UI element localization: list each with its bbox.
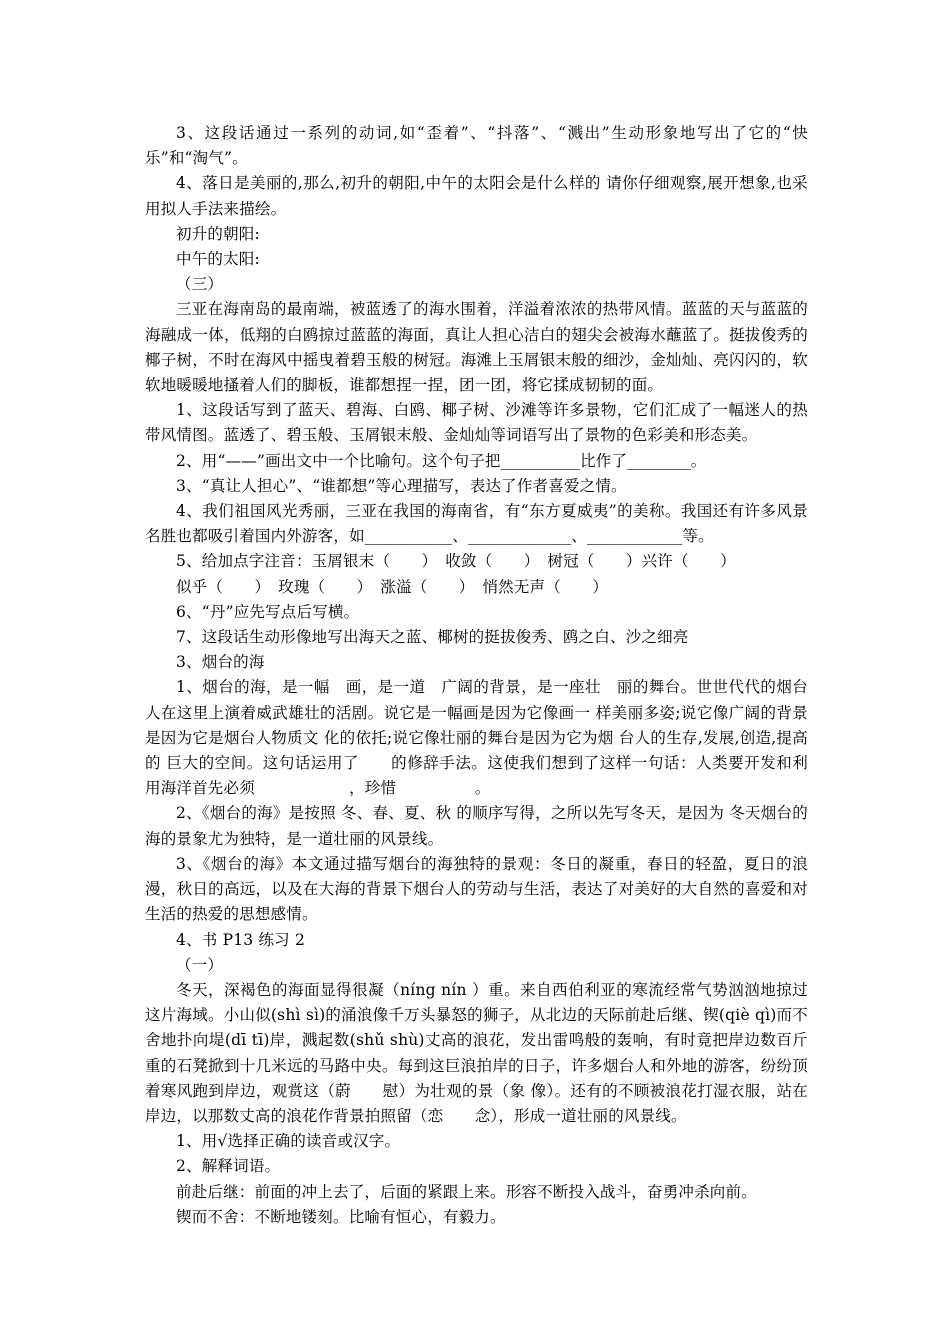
winter-sea-passage: 冬天，深褐色的海面显得很凝（níng nín ）重。来自西伯利亚的寒流经常气势汹汹地掠过这片海域。小山似(shì sì)的涌浪像千万头暴怒的狮子，从北边的天际前赴后继、锲(qiè qì)而不舍地扑向堤(dī tī)岸，溅起数(shǔ shù)丈高的浪花，发出雷鸣般的轰响，有时竟把岸边数百斤重的石凳掀到十几米远的马路中央。每到这巨浪拍岸的日子，许多烟台人和外地的游客，纷纷顶着寒风跑到岸边，观赏这（蔚 慰）为壮观的景（象 像）。还有的不顾被浪花打湿衣服，站在岸边，以那数丈高的浪花作背景拍照留（恋 念），形成一道壮丽的风景线。 <box>145 980 808 1125</box>
yantai-question-2: 2、《烟台的海》是按照 冬、春、夏、秋 的顺序写得，之所以先写冬天，是因为 冬天烟台的海的景象尤为独特，是一道壮丽的风景线。 <box>145 804 808 848</box>
definition-qianfuhouji: 前赴后继：前面的冲上去了，后面的紧跟上来。形容不断投入战斗，奋勇冲杀向前。 <box>176 1182 757 1201</box>
exercise-question-1: 1、用√选择正确的读音或汉字。 <box>176 1132 401 1151</box>
section-heading-3: （三） <box>176 275 224 294</box>
sanya-question-5-cont: 似乎（ ） 玫瑰（ ） 涨溢（ ） 悄然无声（ ） <box>176 577 609 596</box>
sanya-question-5: 5、给加点字注音：玉屑银末（ ） 收敛（ ） 树冠（ ）兴许（ ） <box>176 552 736 571</box>
noon-sun-prompt: 中午的太阳: <box>176 250 260 269</box>
sanya-passage: 三亚在海南岛的最南端，被蓝透了的海水围着，洋溢着浓浓的热带风情。蓝蓝的天与蓝蓝的海融成一体，低翔的白鸥掠过蓝蓝的海面，真让人担心洁白的翅尖会被海水蘸蓝了。挺拔俊秀的椰子树，不时在海风中摇曳着碧玉般的树冠。海滩上玉屑银末般的细沙，金灿灿、亮闪闪的，软软地暖暖地搔着人们的脚板，谁都想捏一捏，团一团，将它揉成韧韧的面。 <box>145 300 808 395</box>
sanya-question-1: 1、这段话写到了蓝天、碧海、白鸥、椰子树、沙滩等许多景物，它们汇成了一幅迷人的热带风情图。蓝透了、碧玉般、玉屑银末般、金灿灿等词语写出了景物的色彩美和形态美。 <box>145 401 808 445</box>
definition-qieerbushe: 锲而不舍：不断地镂刻。比喻有恒心，有毅力。 <box>176 1207 506 1226</box>
rising-sun-prompt: 初升的朝阳: <box>176 224 260 243</box>
yantai-heading: 3、烟台的海 <box>176 653 265 672</box>
section-heading-1: （一） <box>176 955 224 974</box>
question-4-sun: 4、落日是美丽的,那么,初升的朝阳,中午的太阳会是什么样的 请你仔细观察,展开想象,也采用拟人手法来描绘。 <box>145 174 808 218</box>
question-3-verbs: 3、这段话通过一系列的动词,如“歪着”、“抖落”、“溅出”生动形象地写出了它的“快乐”和“淘气”。 <box>145 124 808 168</box>
sanya-question-7: 7、这段话生动形像地写出海天之蓝、椰树的挺拔俊秀、鸥之白、沙之细亮 <box>176 628 689 647</box>
sanya-question-3: 3、“真让人担心”、“谁都想”等心理描写，表达了作者喜爱之情。 <box>176 476 627 495</box>
exercise-question-2: 2、解释词语。 <box>176 1157 281 1176</box>
sanya-question-2: 2、用“——”画出文中一个比喻句。这个句子把__________比作了________。 <box>176 451 707 470</box>
document-page <box>145 121 808 1230</box>
book-exercise-heading: 4、书 P13 练习 2 <box>176 930 306 949</box>
sanya-question-6: 6、“丹”应先写点后写横。 <box>176 602 360 621</box>
yantai-question-1: 1、烟台的海，是一幅 画，是一道 广阔的背景，是一座壮 丽的舞台。世世代代的烟台人在这里上演着威武雄壮的活剧。说它是一幅画是因为它像画一 样美丽多姿;说它像广阔的背景是因为它是烟台人物质文 化的依托;说它像壮丽的舞台是因为它为烟 台人的生存,发展,创造,提高的 巨大的空间。这句话运用了 的修辞手法。这使我们想到了这样一句话：人类要开发和利用海洋首先必须 ，珍惜 。 <box>145 678 808 798</box>
yantai-question-3: 3、《烟台的海》本文通过描写烟台的海独特的景观：冬日的凝重，春日的轻盈，夏日的浪漫，秋日的高远，以及在大海的背景下烟台人的劳动与生活，表达了对美好的大自然的喜爱和对生活的热爱的思想感情。 <box>145 854 808 924</box>
sanya-question-4: 4、我们祖国风光秀丽，三亚在我国的海南省，有“东方夏威夷”的美称。我国还有许多风景名胜也都吸引着国内外游客，如___________、_____________、____________等。 <box>145 502 808 546</box>
